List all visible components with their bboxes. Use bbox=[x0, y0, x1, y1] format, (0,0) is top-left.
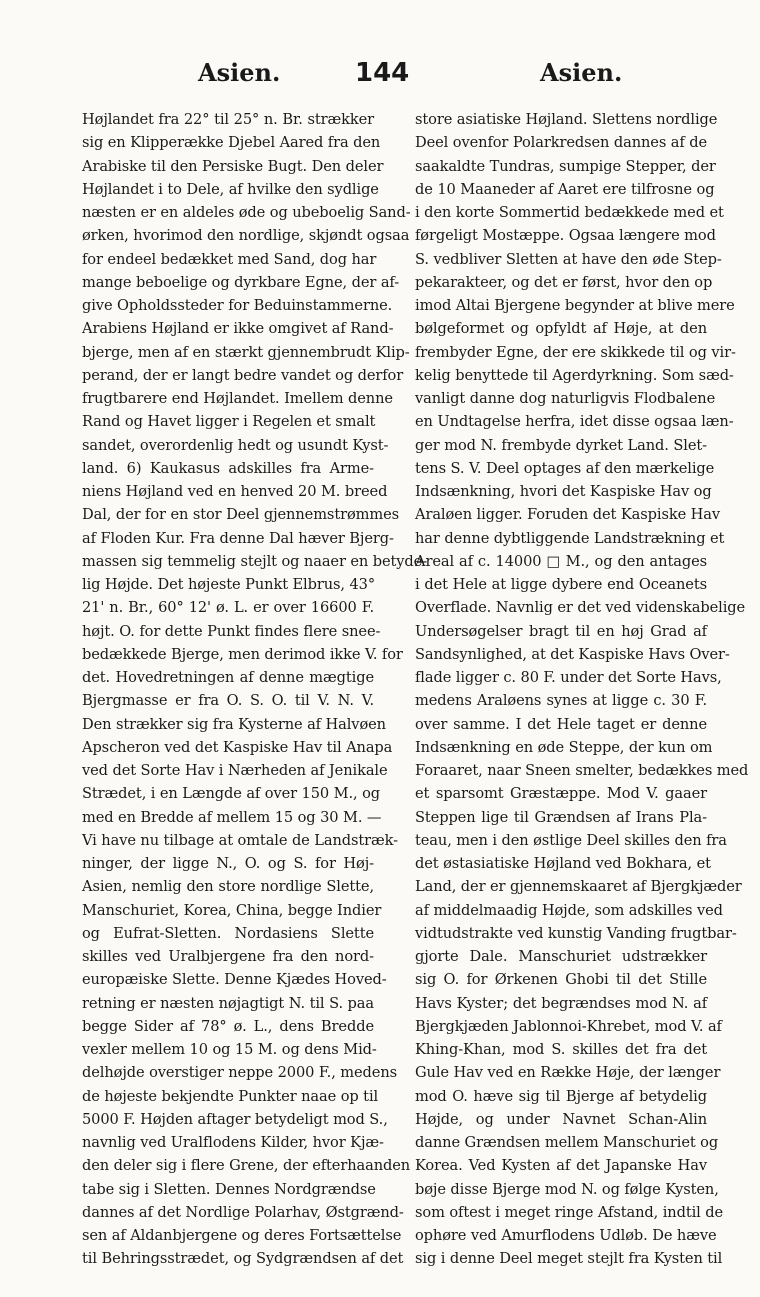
text-line: ger mod N. frembyde dyrket Land. Slet- bbox=[415, 436, 707, 454]
text-line: mod O. hæve sig til Bjerge af betydelig bbox=[415, 1087, 707, 1105]
text-line: Arabiens Højland er ikke omgivet af Rand- bbox=[82, 320, 394, 338]
text-line: Steppen lige til Grændsen af Irans Pla- bbox=[415, 808, 707, 826]
text-line: Asien, nemlig den store nordlige Slette, bbox=[82, 878, 374, 896]
text-line: bjerge, men af en stærkt gjennembrudt Klip- bbox=[82, 343, 410, 361]
text-line: massen sig temmelig stejlt og naaer en betyde- bbox=[82, 552, 428, 570]
text-line: til Behringsstrædet, og Sydgrændsen af det bbox=[82, 1250, 404, 1268]
text-line: Rand og Havet ligger i Regelen et smalt bbox=[82, 413, 376, 431]
text-line: frembyder Egne, der ere skikkede til og vir- bbox=[415, 343, 736, 361]
text-line: Højlandet i to Dele, af hvilke den sydlige bbox=[82, 180, 379, 198]
text-line: Dal, der for en stor Deel gjennemstrømmes bbox=[82, 506, 400, 524]
text-line: bedækkede Bjerge, men derimod ikke V. for bbox=[82, 645, 403, 663]
text-line: frugtbarere end Højlandet. Imellem denne bbox=[82, 390, 393, 407]
text-line: perand, der er langt bedre vandet og derfor bbox=[82, 366, 404, 384]
text-line: Bjergmasse er fra O. S. O. til V. N. V. bbox=[82, 692, 374, 710]
text-line: store asiatiske Højland. Slettens nordlige bbox=[415, 111, 718, 128]
text-line: pekarakteer, og det er først, hvor den op bbox=[415, 273, 713, 291]
text-line: gjorte Dale. Manschuriet udstrækker bbox=[415, 948, 707, 965]
text-line: skilles ved Uralbjergene fra den nord- bbox=[82, 948, 374, 965]
text-line: lig Højde. Det højeste Punkt Elbrus, 43° bbox=[82, 576, 376, 593]
text-line: ninger, der ligge N., O. og S. for Høj- bbox=[82, 855, 374, 872]
text-line: imod Altai Bjergene begynder at blive mere bbox=[415, 297, 735, 314]
text-line: sig O. for Ørkenen Ghobi til det Stille bbox=[415, 971, 707, 989]
text-line: har denne dybtliggende Landstrækning et bbox=[415, 529, 725, 547]
text-line: medens Araløens synes at ligge c. 30 F. bbox=[415, 692, 707, 710]
text-line: den deler sig i flere Grene, der efterhaanden bbox=[82, 1157, 411, 1175]
text-line: over samme. I det Hele taget er denne bbox=[415, 715, 707, 733]
text-line: vidtudstrakte ved kunstig Vanding frugtbar- bbox=[415, 924, 737, 942]
text-line: for endeel bedækket med Sand, dog har bbox=[82, 250, 377, 268]
text-line: Vi have nu tilbage at omtale de Landstræk- bbox=[82, 831, 398, 849]
text-line: Højlandet fra 22° til 25° n. Br. strækker bbox=[82, 111, 374, 128]
header-right-title: Asien. bbox=[540, 58, 623, 87]
text-line: Manschuriet, Korea, China, begge Indier bbox=[82, 901, 382, 919]
text-line: flade ligger c. 80 F. under det Sorte Havs, bbox=[415, 669, 722, 686]
text-line: vanligt danne dog naturligvis Flodbalene bbox=[415, 390, 716, 407]
text-line: teau, men i den østlige Deel skilles den fra bbox=[415, 831, 727, 849]
text-line: mange beboelige og dyrkbare Egne, der af- bbox=[82, 273, 400, 291]
text-line: Strædet, i en Længde af over 150 M., og bbox=[82, 785, 381, 803]
page-number: 144 bbox=[355, 58, 410, 88]
right-text-column bbox=[415, 108, 749, 1271]
text-line: som oftest i meget ringe Afstand, indtil de bbox=[415, 1203, 724, 1221]
text-line: Foraaret, naar Sneen smelter, bedækkes med bbox=[415, 762, 749, 779]
text-line: land. 6) Kaukasus adskilles fra Arme- bbox=[82, 459, 374, 477]
text-line: et sparsomt Græstæppe. Mod V. gaaer bbox=[415, 785, 707, 803]
text-line: af Floden Kur. Fra denne Dal hæver Bjerg- bbox=[82, 529, 394, 547]
text-line: Bjergkjæden Jablonnoi-Khrebet, mod V. af bbox=[415, 1017, 722, 1035]
text-line: næsten er en aldeles øde og ubeboelig Sand- bbox=[82, 204, 411, 221]
text-line: med en Bredde af mellem 15 og 30 M. — bbox=[82, 808, 382, 826]
text-line: sig i denne Deel meget stejlt fra Kysten til bbox=[415, 1250, 723, 1268]
text-line: ørken, hvorimod den nordlige, skjøndt ogsaa bbox=[82, 227, 410, 245]
text-line: Deel ovenfor Polarkredsen dannes af de bbox=[415, 134, 707, 152]
text-line: delhøjde overstiger neppe 2000 F., medens bbox=[82, 1064, 398, 1082]
text-line: bølgeformet og opfyldt af Høje, at den bbox=[415, 320, 707, 338]
text-line: bøje disse Bjerge mod N. og følge Kysten, bbox=[415, 1180, 719, 1198]
text-line: i den korte Sommertid bedækkede med et bbox=[415, 204, 724, 221]
text-line: saakaldte Tundras, sumpige Stepper, der bbox=[415, 157, 716, 175]
text-line: en Undtagelse herfra, idet disse ogsaa læn- bbox=[415, 413, 734, 431]
text-line: vexler mellem 10 og 15 M. og dens Mid- bbox=[82, 1041, 377, 1058]
text-line: tabe sig i Sletten. Dennes Nordgrændse bbox=[82, 1180, 376, 1198]
text-line: de højeste bekjendte Punkter naae op til bbox=[82, 1087, 379, 1105]
text-line: Sandsynlighed, at det Kaspiske Havs Over- bbox=[415, 645, 730, 663]
text-line: Højde, og under Navnet Schan-Alin bbox=[415, 1110, 707, 1128]
text-line: kelig benyttede til Agerdyrkning. Som sæd- bbox=[415, 366, 734, 384]
text-line: og Eufrat-Sletten. Nordasiens Slette bbox=[82, 924, 374, 942]
text-line: sig en Klipperække Djebel Aared fra den bbox=[82, 134, 381, 152]
text-line: sandet, overordenlig hedt og usundt Kyst- bbox=[82, 436, 389, 454]
text-line: navnlig ved Uralflodens Kilder, hvor Kjæ- bbox=[82, 1134, 384, 1151]
text-line: Den strækker sig fra Kysterne af Halvøen bbox=[82, 715, 386, 733]
text-line: Indsænkning, hvori det Kaspiske Hav og bbox=[415, 483, 712, 500]
text-line: førgeligt Mostæppe. Ogsaa længere mod bbox=[415, 227, 716, 245]
text-line: Apscheron ved det Kaspiske Hav til Anapa bbox=[82, 738, 393, 756]
text-line: retning er næsten nøjagtigt N. til S. paa bbox=[82, 994, 374, 1012]
text-line: Indsænkning en øde Steppe, der kun om bbox=[415, 738, 713, 756]
text-line: ophøre ved Amurflodens Udløb. De hæve bbox=[415, 1227, 717, 1244]
left-text-column bbox=[82, 108, 428, 1271]
text-line: de 10 Maaneder af Aaret ere tilfrosne og bbox=[415, 180, 715, 198]
text-line: tens S. V. Deel optages af den mærkelige bbox=[415, 459, 715, 477]
text-line: Overflade. Navnlig er det ved videnskabelige bbox=[415, 599, 746, 617]
text-line: S. vedbliver Sletten at have den øde Step- bbox=[415, 250, 722, 268]
text-line: Khing-Khan, mod S. skilles det fra det bbox=[415, 1041, 707, 1058]
text-line: 21' n. Br., 60° 12' ø. L. er over 16600 F. bbox=[82, 599, 374, 617]
text-line: Gule Hav ved en Række Høje, der længer bbox=[415, 1064, 721, 1082]
running-header bbox=[0, 58, 760, 98]
text-line: Korea. Ved Kysten af det Japanske Hav bbox=[415, 1157, 707, 1175]
text-line: Havs Kyster; det begrændses mod N. af bbox=[415, 994, 707, 1012]
text-line: Land, der er gjennemskaaret af Bjergkjæder bbox=[415, 878, 742, 896]
text-line: europæiske Slette. Denne Kjædes Hoved- bbox=[82, 971, 387, 989]
text-line: 5000 F. Højden aftager betydeligt mod S., bbox=[82, 1110, 388, 1128]
text-line: i det Hele at ligge dybere end Oceanets bbox=[415, 576, 707, 593]
text-line: dannes af det Nordlige Polarhav, Østgrænd- bbox=[82, 1203, 404, 1221]
text-line: det østasiatiske Højland ved Bokhara, et bbox=[415, 855, 711, 872]
text-line: give Opholdssteder for Beduinstammerne. bbox=[82, 297, 393, 314]
text-line: af middelmaadig Højde, som adskilles ved bbox=[415, 901, 723, 919]
text-line: Araløen ligger. Foruden det Kaspiske Hav bbox=[415, 506, 721, 524]
text-line: sen af Aldanbjergene og deres Fortsættelse bbox=[82, 1227, 402, 1244]
text-line: niens Højland ved en henved 20 M. breed bbox=[82, 483, 388, 500]
text-line: det. Hovedretningen af denne mægtige bbox=[82, 669, 374, 686]
text-line: Arabiske til den Persiske Bugt. Den deler bbox=[82, 157, 384, 175]
text-line: højt. O. for dette Punkt findes flere snee- bbox=[82, 622, 381, 640]
text-line: begge Sider af 78° ø. L., dens Bredde bbox=[82, 1017, 374, 1035]
header-left-title: Asien. bbox=[198, 58, 281, 87]
text-line: ved det Sorte Hav i Nærheden af Jenikale bbox=[82, 762, 388, 779]
text-line: Areal af c. 14000 □ M., og den antages bbox=[415, 552, 707, 570]
text-line: danne Grændsen mellem Manschuriet og bbox=[415, 1134, 719, 1151]
text-line: Undersøgelser bragt til en høj Grad af bbox=[415, 622, 707, 640]
